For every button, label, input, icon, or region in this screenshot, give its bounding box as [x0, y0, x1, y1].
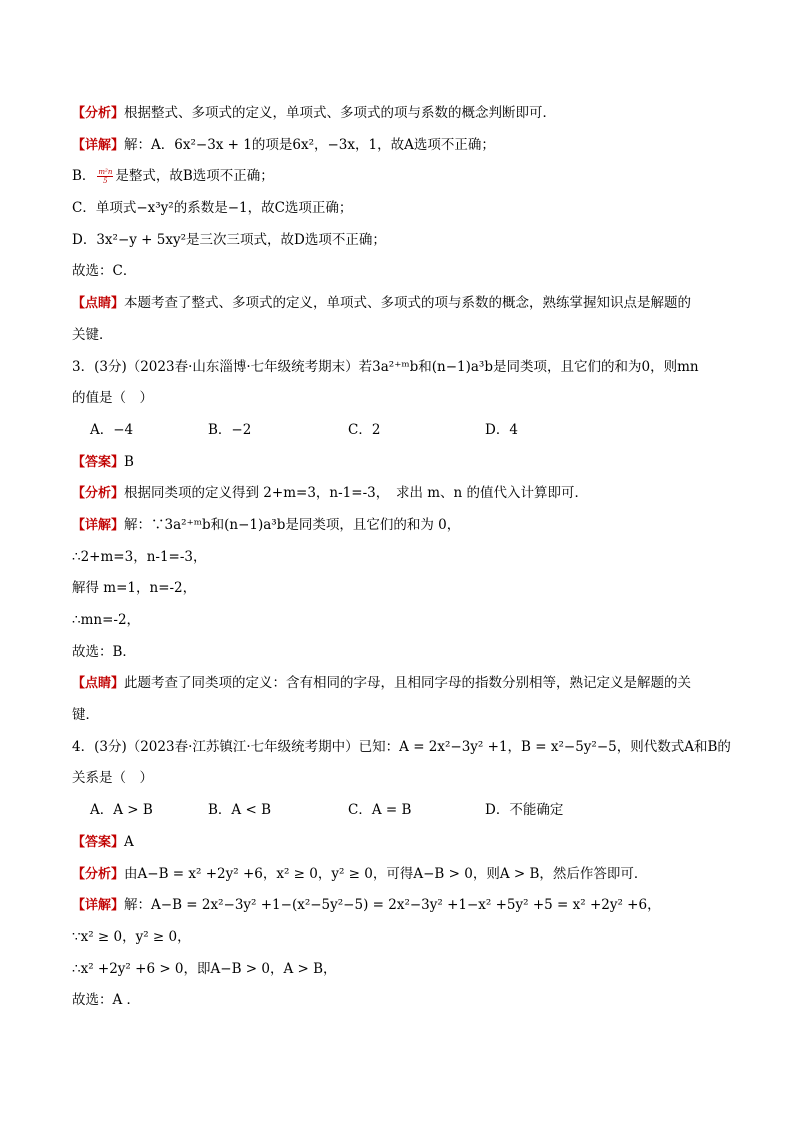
document-page: [72, 98, 732, 1017]
analysis-text: 由A−B = x² +2y² +6，x² ≥ 0，y² ≥ 0，可得A−B > 0，则A > B，然后作答即可．: [124, 865, 648, 882]
answer-tag: 【答案】: [72, 454, 125, 470]
step-text: 解得 m=1，n=-2，: [72, 580, 197, 597]
option-c-text: C．单项式−x³y²的系数是−1，故C选项正确；: [72, 200, 353, 217]
comment-text-cont: 键．: [72, 707, 99, 724]
q4-detail-line: [72, 890, 732, 922]
q4-option-b: B．A < B: [208, 802, 271, 819]
answer-text: A: [124, 833, 134, 850]
option-d-text: D．3x²−y + 5xy²是三次三项式，故D选项不正确；: [72, 231, 386, 248]
step-text: ∴mn=-2，: [72, 612, 141, 628]
detail-line: [72, 130, 732, 162]
q3-option-d: D．4: [485, 421, 518, 438]
q4-step-2: [72, 954, 732, 986]
option-d-line: [72, 225, 732, 257]
detail-text: 解：∵3a²⁺ᵐb和(n−1)a³b是同类项，且它们的和为 0，: [124, 516, 461, 533]
question-4-options: [72, 795, 732, 827]
q4-answer-line: [72, 827, 732, 859]
detail-text: 解：A．6x²−3x + 1的项是6x²，−3x，1，故A选项不正确；: [124, 136, 495, 153]
choice-text: 故选：B．: [72, 643, 136, 660]
answer-text: B: [124, 453, 134, 470]
q4-choice-line: [72, 985, 732, 1017]
q4-option-d: D．不能确定: [485, 802, 564, 819]
detail-tag: 【详解】: [72, 898, 125, 914]
comment-tag: 【点睛】: [72, 676, 125, 692]
question-3-text: 3．(3分)（2023春·山东淄博·七年级统考期末）若3a²⁺ᵐb和(n−1)a³b是同类项，且它们的和为0，则mn: [72, 358, 699, 375]
question-3-stem: [72, 352, 732, 384]
analysis-tag: 【分析】: [72, 866, 125, 882]
q3-option-c: C．2: [348, 421, 381, 438]
fraction-numerator: m²n: [98, 168, 113, 177]
comment-text: 此题考查了同类项的定义：含有相同的字母，且相同字母的指数分别相等，熟记定义是解题的关: [124, 675, 692, 692]
q3-comment-line-cont: [72, 700, 732, 732]
analysis-text: 根据整式、多项式的定义，单项式、多项式的项与系数的概念判断即可．: [124, 105, 557, 121]
q4-analysis-line: [72, 859, 732, 891]
question-4-stem-cont: [72, 763, 732, 795]
q4-option-c: C．A = B: [348, 802, 412, 819]
question-3-stem-cont: [72, 383, 732, 415]
q4-step-1: [72, 922, 732, 954]
q3-option-b: B．−2: [208, 421, 252, 438]
q3-option-a: A．−4: [90, 421, 134, 438]
choice-text: 故选：A ．: [72, 992, 141, 1009]
question-3-text-cont: 的值是（ ）: [72, 390, 153, 407]
q3-analysis-line: [72, 478, 732, 510]
question-4-text: 4．(3分)（2023春·江苏镇江·七年级统考期中）已知：A = 2x²−3y² +1，B = x²−5y²−5，则代数式A和B的: [72, 738, 731, 755]
analysis-line: [72, 98, 732, 130]
q3-step-1: [72, 542, 732, 574]
question-4-text-cont: 关系是（ ）: [72, 770, 153, 787]
option-b-text: 是整式，故B选项不正确；: [115, 168, 274, 185]
comment-text: 本题考查了整式、多项式的定义，单项式、多项式的项与系数的概念，熟练掌握知识点是解题的: [124, 295, 692, 312]
q4-option-a: A．A > B: [90, 802, 153, 819]
comment-tag: 【点睛】: [72, 296, 125, 312]
option-b-line: [72, 161, 732, 193]
q3-answer-line: [72, 447, 732, 479]
option-b-prefix: B．: [72, 168, 96, 185]
comment-line: [72, 288, 732, 320]
detail-text: 解：A−B = 2x²−3y² +1−(x²−5y²−5) = 2x²−3y² +1−x² +5y² +5 = x² +2y² +6，: [124, 897, 661, 914]
question-4-stem: [72, 732, 732, 764]
q3-comment-line: [72, 668, 732, 700]
detail-tag: 【详解】: [72, 517, 125, 533]
step-text: ∴2+m=3，n-1=-3，: [72, 548, 207, 565]
choice-line: [72, 256, 732, 288]
question-3-options: [72, 415, 732, 447]
answer-tag: 【答案】: [72, 834, 125, 850]
option-c-line: [72, 193, 732, 225]
q3-choice-line: [72, 637, 732, 669]
q3-detail-line: [72, 510, 732, 542]
step-text: ∴x² +2y² +6 > 0，即A−B > 0，A > B，: [72, 960, 337, 977]
fraction: [97, 168, 113, 185]
choice-text: 故选：C．: [72, 263, 137, 280]
detail-tag: 【详解】: [72, 137, 125, 153]
step-text: ∵x² ≥ 0，y² ≥ 0，: [72, 928, 191, 945]
q3-step-3: [72, 605, 732, 637]
q3-step-2: [72, 573, 732, 605]
analysis-tag: 【分析】: [72, 106, 125, 121]
comment-line-cont: [72, 320, 732, 352]
fraction-denominator: 5: [103, 177, 108, 186]
analysis-tag: 【分析】: [72, 486, 125, 502]
comment-text-cont: 关键．: [72, 326, 113, 343]
analysis-text: 根据同类项的定义得到 2+m=3，n-1=-3， 求出 m、n 的值代入计算即可．: [124, 485, 589, 502]
